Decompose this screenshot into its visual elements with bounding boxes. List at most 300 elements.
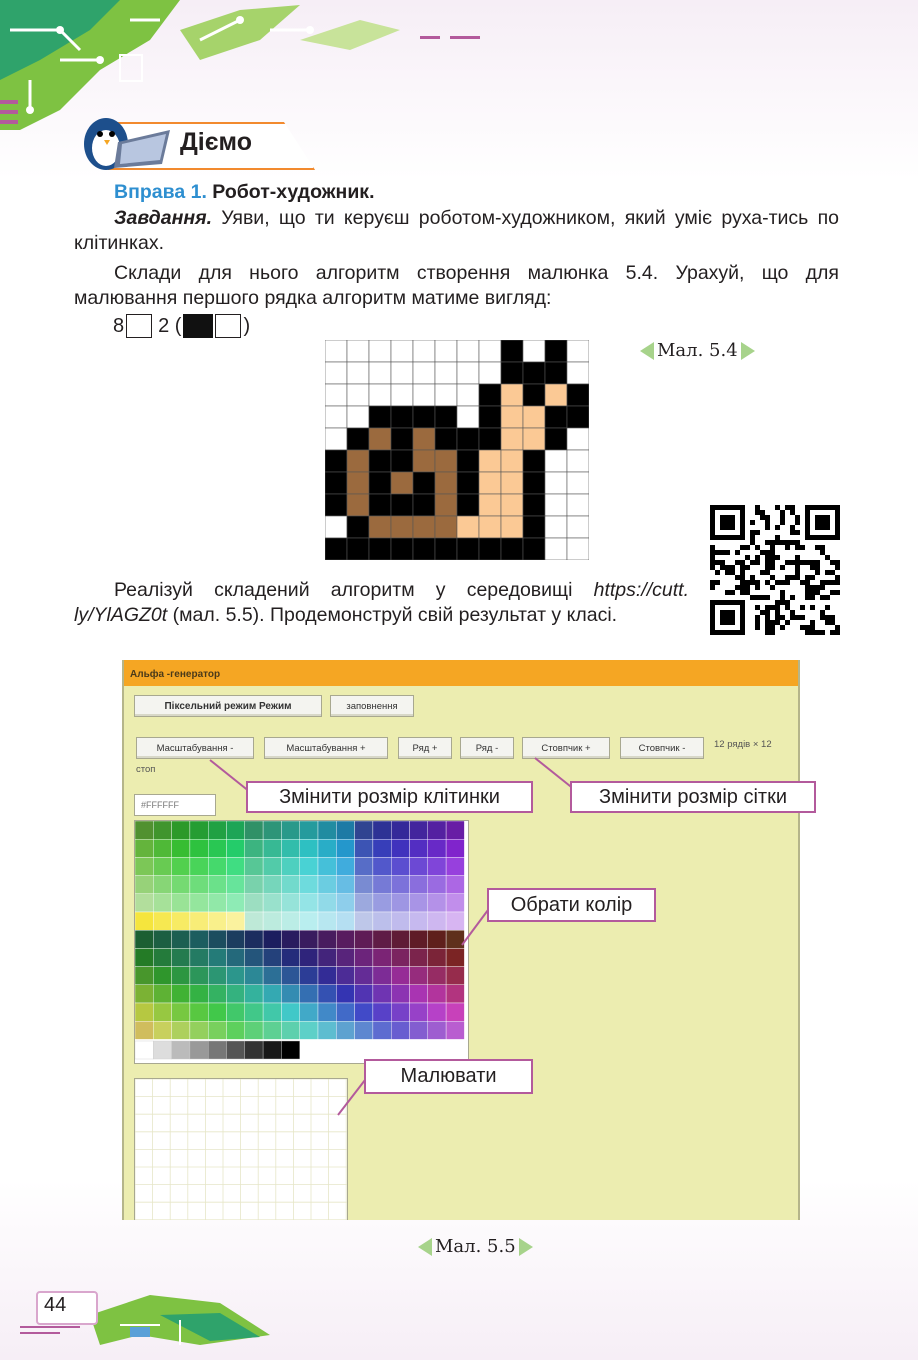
qr-module bbox=[795, 565, 800, 570]
color-swatch[interactable] bbox=[172, 821, 190, 839]
qr-module bbox=[725, 590, 730, 595]
color-swatch[interactable] bbox=[153, 821, 171, 839]
implement-text-a: Реалізуй складений алгоритм у середовищі bbox=[114, 579, 594, 601]
pixel-cell bbox=[457, 472, 479, 494]
environment-link[interactable]: https://cutt. ly/YlAGZ0t bbox=[74, 579, 689, 626]
qr-module bbox=[775, 580, 780, 585]
qr-module bbox=[755, 510, 760, 515]
pixel-cell bbox=[479, 494, 501, 516]
qr-module bbox=[770, 550, 775, 555]
pixel-cell bbox=[347, 494, 369, 516]
qr-module bbox=[790, 510, 795, 515]
qr-finder-icon bbox=[710, 600, 745, 635]
pixel-cell bbox=[567, 406, 589, 428]
scale-minus-button[interactable]: Масштабування - bbox=[136, 737, 254, 759]
qr-module bbox=[815, 560, 820, 565]
color-swatch[interactable] bbox=[153, 948, 171, 966]
caption-left-arrow-icon bbox=[418, 1238, 432, 1256]
qr-module bbox=[810, 560, 815, 565]
pixel-cell bbox=[369, 384, 391, 406]
qr-module bbox=[740, 565, 745, 570]
qr-module bbox=[760, 550, 765, 555]
qr-module bbox=[740, 560, 745, 565]
qr-module bbox=[820, 595, 825, 600]
figure-caption-text: Мал. 5.4 bbox=[657, 340, 738, 361]
qr-module bbox=[765, 630, 770, 635]
pixel-cell bbox=[567, 428, 589, 450]
pixel-cell bbox=[347, 340, 369, 362]
qr-module bbox=[780, 515, 785, 520]
qr-module bbox=[780, 565, 785, 570]
qr-module bbox=[795, 570, 800, 575]
qr-module bbox=[775, 600, 780, 605]
color-swatch[interactable] bbox=[172, 857, 190, 875]
qr-module bbox=[815, 565, 820, 570]
qr-module bbox=[785, 505, 790, 510]
color-swatch[interactable] bbox=[135, 930, 153, 948]
qr-module bbox=[770, 605, 775, 610]
qr-module bbox=[760, 595, 765, 600]
pixel-cell bbox=[347, 450, 369, 472]
pixel-cell bbox=[369, 362, 391, 384]
qr-module bbox=[815, 545, 820, 550]
qr-module bbox=[825, 570, 830, 575]
pixel-cell bbox=[567, 538, 589, 560]
pixel-cell bbox=[501, 428, 523, 450]
qr-module bbox=[710, 550, 715, 555]
qr-module bbox=[750, 540, 755, 545]
color-swatch[interactable] bbox=[135, 839, 153, 857]
qr-finder-icon bbox=[805, 505, 840, 540]
qr-module bbox=[810, 630, 815, 635]
qr-module bbox=[755, 555, 760, 560]
qr-module bbox=[830, 560, 835, 565]
qr-module bbox=[780, 600, 785, 605]
pixel-cell bbox=[479, 384, 501, 406]
qr-module bbox=[750, 595, 755, 600]
color-swatch[interactable] bbox=[135, 912, 153, 930]
gray-swatch[interactable] bbox=[172, 1041, 190, 1059]
pixel-cell bbox=[391, 450, 413, 472]
pixel-cell bbox=[457, 516, 479, 538]
pixel-cell bbox=[347, 428, 369, 450]
qr-module bbox=[770, 540, 775, 545]
caption-right-arrow-icon bbox=[741, 342, 755, 360]
qr-module bbox=[785, 545, 790, 550]
qr-module bbox=[730, 570, 735, 575]
pixel-cell bbox=[413, 450, 435, 472]
color-swatch[interactable] bbox=[153, 894, 171, 912]
row-plus-button[interactable]: Ряд + bbox=[398, 737, 452, 759]
qr-module bbox=[765, 515, 770, 520]
pixel-cell bbox=[567, 362, 589, 384]
pixel-cell bbox=[325, 494, 347, 516]
pixel-cell bbox=[545, 362, 567, 384]
qr-module bbox=[770, 560, 775, 565]
color-swatch[interactable] bbox=[135, 821, 153, 839]
figure-caption-5-4 bbox=[640, 340, 755, 361]
qr-module bbox=[820, 615, 825, 620]
qr-module bbox=[775, 555, 780, 560]
color-swatch[interactable] bbox=[153, 876, 171, 894]
task-label: Завдання. bbox=[114, 207, 213, 229]
pixel-cell bbox=[545, 516, 567, 538]
qr-module bbox=[795, 555, 800, 560]
qr-module bbox=[780, 590, 785, 595]
color-hex-input[interactable]: #FFFFFF bbox=[134, 794, 216, 816]
qr-module bbox=[795, 540, 800, 545]
qr-module bbox=[790, 560, 795, 565]
qr-module bbox=[820, 550, 825, 555]
pixel-cell bbox=[545, 494, 567, 516]
color-swatch[interactable] bbox=[135, 985, 153, 1003]
pixel-cell bbox=[325, 406, 347, 428]
qr-module bbox=[765, 605, 770, 610]
pixel-cell bbox=[523, 494, 545, 516]
pixel-cell bbox=[391, 362, 413, 384]
qr-module bbox=[785, 580, 790, 585]
callout-grid-size: Змінити розмір сітки bbox=[570, 781, 816, 813]
qr-module bbox=[760, 610, 765, 615]
qr-module bbox=[830, 580, 835, 585]
pixel-cell bbox=[545, 428, 567, 450]
pixel-cell bbox=[325, 450, 347, 472]
app-title-bar bbox=[124, 660, 798, 686]
row-minus-button[interactable]: Ряд - bbox=[460, 737, 514, 759]
qr-module bbox=[745, 565, 750, 570]
qr-module bbox=[735, 575, 740, 580]
qr-module bbox=[780, 510, 785, 515]
qr-module bbox=[770, 575, 775, 580]
app-title: Альфа -генератор bbox=[130, 669, 221, 680]
pixel-cell bbox=[457, 340, 479, 362]
pixel-cell bbox=[567, 472, 589, 494]
qr-module bbox=[735, 585, 740, 590]
pixel-cell bbox=[501, 340, 523, 362]
color-swatch[interactable] bbox=[172, 1021, 190, 1039]
circuit-decoration-top bbox=[0, 0, 500, 130]
qr-module bbox=[795, 530, 800, 535]
algo-count-1: 8 bbox=[113, 314, 125, 337]
qr-module bbox=[795, 575, 800, 580]
qr-module bbox=[755, 530, 760, 535]
qr-module bbox=[810, 575, 815, 580]
qr-module bbox=[765, 595, 770, 600]
qr-module bbox=[740, 570, 745, 575]
qr-module bbox=[810, 620, 815, 625]
pixel-cell bbox=[501, 450, 523, 472]
qr-module bbox=[755, 585, 760, 590]
exercise-name: Робот-художник. bbox=[212, 181, 375, 203]
qr-code bbox=[710, 505, 840, 635]
qr-module bbox=[810, 605, 815, 610]
qr-module bbox=[795, 560, 800, 565]
qr-module bbox=[780, 580, 785, 585]
instruction-paragraph: Склади для нього алгоритм створення малюнка 5.4. Урахуй, що для малювання першого рядка алгоритм матиме вигляд: bbox=[74, 262, 839, 309]
qr-module bbox=[805, 575, 810, 580]
qr-module bbox=[770, 565, 775, 570]
qr-module bbox=[815, 590, 820, 595]
pixel-cell bbox=[479, 516, 501, 538]
qr-module bbox=[775, 605, 780, 610]
qr-module bbox=[800, 625, 805, 630]
pixel-cell bbox=[369, 340, 391, 362]
pixel-cell bbox=[391, 516, 413, 538]
qr-module bbox=[825, 580, 830, 585]
qr-module bbox=[770, 630, 775, 635]
color-swatch[interactable] bbox=[172, 930, 190, 948]
qr-module bbox=[790, 505, 795, 510]
qr-module bbox=[750, 520, 755, 525]
pixel-cell bbox=[413, 494, 435, 516]
pixel-cell bbox=[479, 428, 501, 450]
qr-module bbox=[725, 565, 730, 570]
qr-module bbox=[710, 545, 715, 550]
qr-module bbox=[750, 535, 755, 540]
pixel-cell bbox=[347, 406, 369, 428]
qr-module bbox=[755, 615, 760, 620]
qr-module bbox=[740, 585, 745, 590]
algorithm-example bbox=[113, 314, 250, 338]
qr-module bbox=[775, 525, 780, 530]
qr-module bbox=[735, 550, 740, 555]
qr-module bbox=[795, 515, 800, 520]
qr-module bbox=[710, 565, 715, 570]
qr-module bbox=[775, 540, 780, 545]
color-swatch[interactable] bbox=[172, 948, 190, 966]
qr-module bbox=[775, 615, 780, 620]
qr-module bbox=[835, 575, 840, 580]
column-plus-button[interactable]: Стовпчик + bbox=[522, 737, 610, 759]
color-swatch[interactable] bbox=[153, 967, 171, 985]
pixel-cell bbox=[435, 516, 457, 538]
pixel-cell bbox=[369, 516, 391, 538]
color-swatch[interactable] bbox=[172, 894, 190, 912]
qr-module bbox=[805, 560, 810, 565]
qr-module bbox=[820, 580, 825, 585]
qr-module bbox=[830, 570, 835, 575]
qr-module bbox=[755, 625, 760, 630]
qr-module bbox=[800, 560, 805, 565]
pixel-cell bbox=[523, 384, 545, 406]
pixel-cell bbox=[545, 340, 567, 362]
qr-module bbox=[800, 545, 805, 550]
qr-module bbox=[830, 620, 835, 625]
qr-module bbox=[710, 580, 715, 585]
color-swatch[interactable] bbox=[135, 967, 153, 985]
qr-module bbox=[795, 520, 800, 525]
caption-left-arrow-icon bbox=[640, 342, 654, 360]
qr-module bbox=[765, 615, 770, 620]
qr-module bbox=[730, 590, 735, 595]
qr-module bbox=[720, 560, 725, 565]
qr-module bbox=[835, 625, 840, 630]
page-number: 44 bbox=[44, 1294, 67, 1316]
pixel-cell bbox=[479, 538, 501, 560]
qr-module bbox=[755, 545, 760, 550]
qr-module bbox=[815, 630, 820, 635]
qr-module bbox=[765, 580, 770, 585]
white-cell-icon bbox=[126, 314, 152, 338]
pixel-cell bbox=[523, 428, 545, 450]
pixel-cell bbox=[523, 450, 545, 472]
qr-module bbox=[765, 565, 770, 570]
pixel-cell bbox=[347, 516, 369, 538]
color-swatch[interactable] bbox=[135, 1003, 153, 1021]
qr-module bbox=[780, 595, 785, 600]
pixel-cell bbox=[391, 472, 413, 494]
qr-module bbox=[750, 575, 755, 580]
qr-module bbox=[800, 580, 805, 585]
qr-module bbox=[770, 625, 775, 630]
figure-caption-5-5 bbox=[418, 1236, 533, 1257]
column-minus-button[interactable]: Стовпчик - bbox=[620, 737, 704, 759]
gray-swatch[interactable] bbox=[135, 1041, 153, 1059]
qr-module bbox=[785, 540, 790, 545]
implement-paragraph bbox=[74, 578, 689, 627]
pixel-cell bbox=[567, 450, 589, 472]
pixel-cell bbox=[435, 494, 457, 516]
pixel-cell bbox=[523, 538, 545, 560]
color-swatch[interactable] bbox=[153, 839, 171, 857]
qr-module bbox=[765, 610, 770, 615]
color-swatch[interactable] bbox=[153, 912, 171, 930]
qr-module bbox=[775, 535, 780, 540]
qr-module bbox=[765, 555, 770, 560]
pixel-cell bbox=[435, 406, 457, 428]
qr-module bbox=[820, 545, 825, 550]
qr-module bbox=[775, 620, 780, 625]
qr-module bbox=[760, 515, 765, 520]
qr-module bbox=[770, 585, 775, 590]
qr-module bbox=[750, 530, 755, 535]
pixel-cell bbox=[347, 472, 369, 494]
chip-icon bbox=[120, 55, 142, 81]
qr-module bbox=[810, 590, 815, 595]
qr-module bbox=[715, 580, 720, 585]
qr-module bbox=[785, 575, 790, 580]
qr-module bbox=[830, 615, 835, 620]
color-swatch[interactable] bbox=[153, 857, 171, 875]
qr-module bbox=[825, 555, 830, 560]
scale-plus-button[interactable]: Масштабування + bbox=[264, 737, 388, 759]
qr-module bbox=[730, 565, 735, 570]
qr-module bbox=[805, 580, 810, 585]
pixel-cell bbox=[391, 384, 413, 406]
pixel-cell bbox=[457, 384, 479, 406]
pixel-cell bbox=[347, 362, 369, 384]
qr-module bbox=[790, 540, 795, 545]
qr-module bbox=[770, 555, 775, 560]
qr-module bbox=[745, 590, 750, 595]
color-swatch[interactable] bbox=[135, 876, 153, 894]
qr-module bbox=[810, 595, 815, 600]
color-swatch[interactable] bbox=[153, 985, 171, 1003]
qr-module bbox=[825, 605, 830, 610]
chip-icon bbox=[130, 1327, 150, 1337]
qr-module bbox=[775, 610, 780, 615]
fill-button[interactable]: заповнення bbox=[330, 695, 414, 717]
color-swatch[interactable] bbox=[172, 985, 190, 1003]
qr-module bbox=[825, 615, 830, 620]
pixel-cell bbox=[523, 472, 545, 494]
exercise-heading bbox=[74, 180, 839, 205]
pixel-cell bbox=[501, 516, 523, 538]
color-swatch[interactable] bbox=[135, 948, 153, 966]
pixel-cell bbox=[413, 384, 435, 406]
qr-module bbox=[790, 615, 795, 620]
implement-text-b: (мал. 5.5). Продемонструй свій результат у класі. bbox=[167, 603, 618, 626]
pixel-cell bbox=[523, 340, 545, 362]
pixel-cell bbox=[457, 362, 479, 384]
qr-module bbox=[790, 525, 795, 530]
pixel-cell bbox=[501, 494, 523, 516]
pixel-cell bbox=[457, 428, 479, 450]
pixel-cell bbox=[479, 340, 501, 362]
qr-finder-icon bbox=[710, 505, 745, 540]
qr-module bbox=[770, 620, 775, 625]
color-swatch[interactable] bbox=[172, 912, 190, 930]
qr-module bbox=[815, 585, 820, 590]
pixel-cell bbox=[391, 406, 413, 428]
exercise-label: Вправа 1. bbox=[114, 181, 207, 203]
color-swatch[interactable] bbox=[172, 876, 190, 894]
qr-module bbox=[800, 615, 805, 620]
pixel-cell bbox=[325, 428, 347, 450]
pixel-cell bbox=[567, 516, 589, 538]
qr-module bbox=[775, 505, 780, 510]
pixel-cell bbox=[479, 450, 501, 472]
qr-module bbox=[745, 580, 750, 585]
qr-module bbox=[795, 615, 800, 620]
pixel-cell bbox=[391, 340, 413, 362]
color-swatch[interactable] bbox=[135, 1021, 153, 1039]
callout-cell-size: Змінити розмір клітинки bbox=[246, 781, 533, 813]
qr-module bbox=[765, 540, 770, 545]
pixel-cell bbox=[567, 340, 589, 362]
qr-module bbox=[735, 560, 740, 565]
qr-module bbox=[720, 550, 725, 555]
pixel-cell bbox=[413, 362, 435, 384]
pixel-cell bbox=[435, 472, 457, 494]
callout-draw: Малювати bbox=[364, 1059, 533, 1094]
color-swatch[interactable] bbox=[153, 930, 171, 948]
pixel-cell bbox=[523, 406, 545, 428]
pixel-cell bbox=[413, 428, 435, 450]
color-swatch[interactable] bbox=[153, 1003, 171, 1021]
color-swatch[interactable] bbox=[135, 894, 153, 912]
qr-module bbox=[825, 620, 830, 625]
qr-module bbox=[715, 560, 720, 565]
qr-module bbox=[830, 590, 835, 595]
color-swatch[interactable] bbox=[172, 839, 190, 857]
color-swatch[interactable] bbox=[172, 967, 190, 985]
pixel-mode-button[interactable]: Піксельний режим Режим bbox=[134, 695, 322, 717]
pixel-cell bbox=[413, 340, 435, 362]
pixel-cell bbox=[457, 406, 479, 428]
pixel-cell bbox=[369, 538, 391, 560]
color-swatch[interactable] bbox=[135, 857, 153, 875]
qr-module bbox=[815, 570, 820, 575]
algo-close: ) bbox=[243, 314, 251, 337]
qr-module bbox=[765, 620, 770, 625]
gray-swatch[interactable] bbox=[153, 1041, 171, 1059]
qr-module bbox=[810, 625, 815, 630]
qr-module bbox=[780, 615, 785, 620]
qr-module bbox=[710, 560, 715, 565]
color-swatch[interactable] bbox=[172, 1003, 190, 1021]
color-swatch[interactable] bbox=[153, 1021, 171, 1039]
